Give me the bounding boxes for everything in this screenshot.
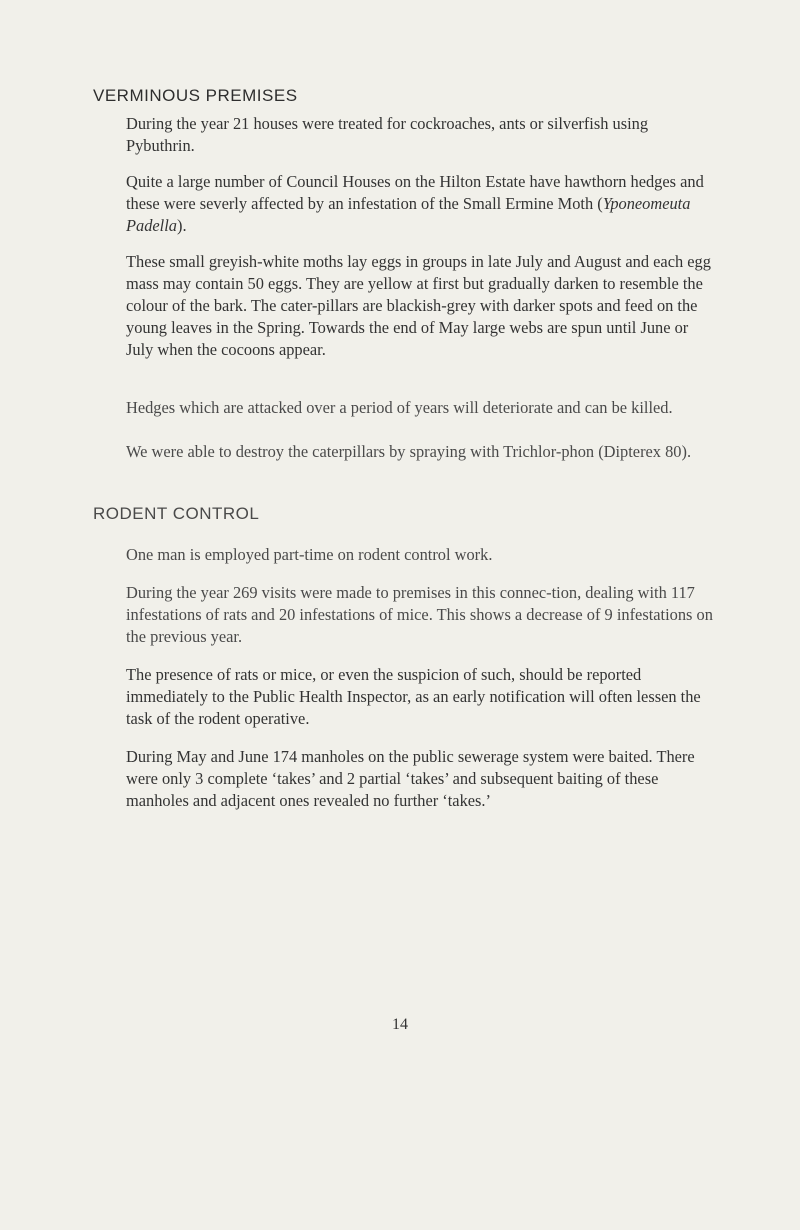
paragraph-visits: During the year 269 visits were made to premises in this connec-tion, dealing with 117 infestations of rats and 20 infestations of mice. This shows a decrease of 9 infestations on the previous year. xyxy=(126,583,713,646)
paragraph-spraying: We were able to destroy the caterpillars by spraying with Trichlor-phon (Dipterex 80). xyxy=(126,442,692,461)
paragraph-hedges: Hedges which are attacked over a period of years will deteriorate and can be killed. xyxy=(126,398,673,417)
heading-verminous-premises: VERMINOUS PREMISES xyxy=(93,86,298,105)
paragraph-employed: One man is employed part-time on rodent control work. xyxy=(126,545,493,564)
paragraph-cockroaches: During the year 21 houses were treated for cockroaches, ants or silverfish using Pybuthrin. xyxy=(126,114,649,155)
paragraph-manholes: During May and June 174 manholes on the public sewerage system were baited. There were only 3 complete ‘takes’ and 2 partial ‘takes’ and subsequent baiting of these manholes and adjacent ones revealed no further ‘takes.’ xyxy=(126,747,695,810)
paragraph-moth-description: These small greyish-white moths lay eggs in groups in late July and August and each egg mass may contain 50 eggs. They are yellow at first but gradually darken to resemble the colour of the bark. The cater-pillars are blackish-grey with darker spots and feed on the young leaves in the Spring. Towards the end of May large webs are spun until June or July when the cocoons appear. xyxy=(126,252,711,359)
page-number: 14 xyxy=(392,1016,408,1033)
heading-rodent-control: RODENT CONTROL xyxy=(93,504,260,523)
latin-name: Yponeomeuta Padella xyxy=(126,194,691,235)
paragraph-hilton-estate xyxy=(126,171,716,237)
paragraph-hilton-estate-text: Quite a large number of Council Houses on the Hilton Estate have hawthorn hedges and these were severly affected by an infestation of the Small Ermine Moth ( xyxy=(126,172,704,213)
latin-close: ). xyxy=(176,216,187,235)
paragraph-reporting: The presence of rats or mice, or even the suspicion of such, should be reported immediately to the Public Health Inspector, as an early notification will often lessen the task of the rodent operative. xyxy=(126,665,701,728)
